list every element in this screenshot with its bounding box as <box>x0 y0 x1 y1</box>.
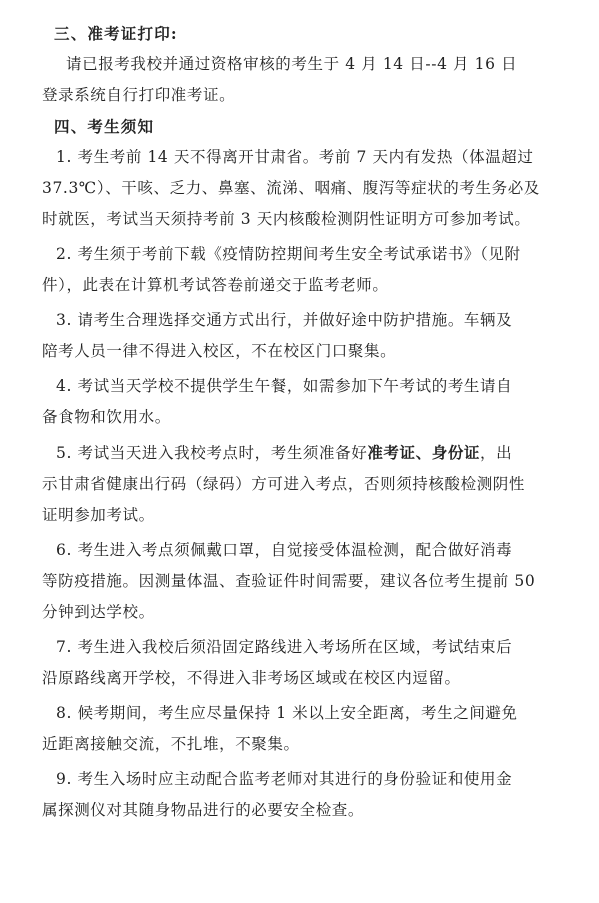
notice-line: 备食物和饮用水。 <box>42 408 171 426</box>
notice-item-5 <box>42 437 571 531</box>
notice-item-6 <box>42 535 571 628</box>
section-4-heading: 四、考生须知 <box>54 117 155 136</box>
notice-line: 6. 考生进入考点须佩戴口罩，自觉接受体温检测，配合做好消毒 <box>56 541 513 559</box>
section-3-heading: 三、准考证打印: <box>54 24 178 43</box>
section-3-text-line: 登录系统自行打印准考证。 <box>42 86 236 104</box>
section-3-text-line: 请已报考我校并通过资格审核的考生于 4 月 14 日--4 月 16 日 <box>66 55 518 73</box>
notice-item-3 <box>42 305 571 367</box>
notice-line: 示甘肃省健康出行码（绿码）方可进入考点，否则须持核酸检测阴性 <box>42 475 526 493</box>
notice-line: 37.3℃）、干咳、乏力、鼻塞、流涕、咽痛、腹泻等症状的考生务必及 <box>42 179 540 197</box>
notice-line: 等防疫措施。因测量体温、查验证件时间需要，建议各位考生提前 50 <box>42 572 536 590</box>
notice-line: 件），此表在计算机考试答卷前递交于监考老师。 <box>42 276 389 294</box>
notice-line: 沿原路线离开学校，不得进入非考场区域或在校区内逗留。 <box>42 669 461 687</box>
notice-line: 属探测仪对其随身物品进行的必要安全检查。 <box>42 801 365 819</box>
notice-line <box>42 437 571 469</box>
notice-item-9 <box>42 764 571 826</box>
notice-text: 5. 考试当天进入我校考点时，考生须准备好 <box>56 444 368 462</box>
notice-line: 证明参加考试。 <box>42 506 155 524</box>
notice-line: 分钟到达学校。 <box>42 603 155 621</box>
notice-item-8 <box>42 698 571 760</box>
notice-text: ，出 <box>480 444 513 462</box>
notice-item-7 <box>42 632 571 694</box>
notice-item-1 <box>42 142 571 235</box>
notice-line: 8. 候考期间，考生应尽量保持 1 米以上安全距离，考生之间避免 <box>56 704 518 722</box>
notice-line: 1. 考生考前 14 天不得离开甘肃省。考前 7 天内有发热（体温超过 <box>56 148 534 166</box>
notice-line: 时就医，考试当天须持考前 3 天内核酸检测阴性证明方可参加考试。 <box>42 210 531 228</box>
required-documents-emphasis: 准考证、身份证 <box>367 443 481 462</box>
notice-line: 3. 请考生合理选择交通方式出行，并做好途中防护措施。车辆及 <box>56 311 513 329</box>
notice-item-4 <box>42 371 571 433</box>
notice-line: 4. 考试当天学校不提供学生午餐，如需参加下午考试的考生请自 <box>56 377 513 395</box>
notice-line: 9. 考生入场时应主动配合监考老师对其进行的身份验证和使用金 <box>56 770 513 788</box>
notice-line: 近距离接触交流，不扎堆，不聚集。 <box>42 735 300 753</box>
notice-line: 陪考人员一律不得进入校区，不在校区门口聚集。 <box>42 342 397 360</box>
notice-line: 7. 考生进入我校后须沿固定路线进入考场所在区域，考试结束后 <box>56 638 513 656</box>
notice-item-2 <box>42 239 571 301</box>
notice-line: 2. 考生须于考前下载《疫情防控期间考生安全考试承诺书》（见附 <box>56 245 521 263</box>
